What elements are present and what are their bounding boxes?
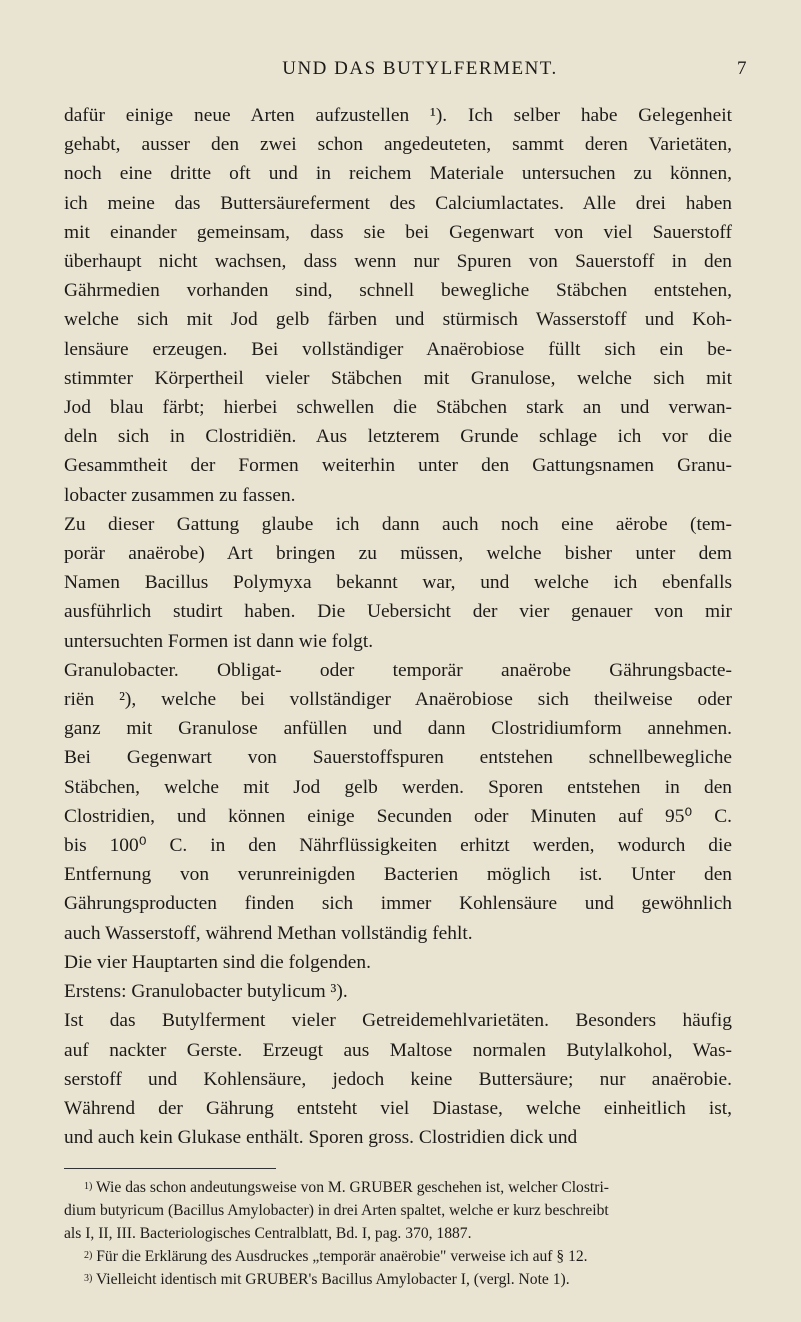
- text-line: Gährmedien vorhanden sind, schnell bewegliche Stäbchen entstehen,: [64, 280, 732, 302]
- footnote-line: [64, 1199, 732, 1222]
- text-line: Gährungsproducten finden sich immer Kohlensäure und gewöhnlich: [64, 893, 732, 915]
- paragraph: [64, 948, 732, 977]
- paragraph: [64, 977, 732, 1006]
- page-number: 7: [737, 58, 747, 79]
- text-line: Zu dieser Gattung glaube ich dann auch noch eine aërobe (tem-: [64, 513, 732, 535]
- footnote-text: Für die Erklärung des Ausdruckes „temporär anaërobie" verweise ich auf § 12.: [96, 1248, 588, 1265]
- text-line: überhaupt nicht wachsen, dass wenn nur Spuren von Sauerstoff in den: [64, 251, 732, 273]
- text-line: Namen Bacillus Polymyxa bekannt war, und welche ich ebenfalls: [64, 572, 732, 594]
- paragraph: [64, 510, 732, 656]
- footnote-text: als I, II, III. Bacteriologisches Centralblatt, Bd. I, pag. 370, 1887.: [64, 1225, 472, 1242]
- text-line: serstoff und Kohlensäure, jedoch keine Buttersäure; nur anaërobie.: [64, 1068, 732, 1090]
- text-line: Entfernung von verunreinigden Bacterien möglich ist. Unter den: [64, 864, 732, 886]
- text-line: Die vier Hauptarten sind die folgenden.: [64, 951, 371, 973]
- footnotes: [64, 1176, 732, 1291]
- footnote-line: [64, 1176, 732, 1199]
- text-line: welche sich mit Jod gelb färben und stürmisch Wasserstoff und Koh-: [64, 309, 732, 331]
- text-line: ganz mit Granulose anfüllen und dann Clostridiumform annehmen.: [64, 718, 732, 740]
- text-line: Clostridien, und können einige Secunden oder Minuten auf 95⁰ C.: [64, 805, 732, 827]
- footnote-text: dium butyricum (Bacillus Amylobacter) in drei Arten spaltet, welche er kurz beschreibt: [64, 1202, 609, 1219]
- text-line: dafür einige neue Arten aufzustellen ¹). Ich selber habe Gelegenheit: [64, 105, 732, 126]
- paragraph: [64, 656, 732, 948]
- text-line: Granulobacter. Obligat- oder temporär anaërobe Gährungsbacte-: [64, 659, 732, 681]
- text-line: auch Wasserstoff, während Methan vollständig fehlt.: [64, 922, 473, 944]
- text-line: Gesammtheit der Formen weiterhin unter den Gattungsnamen Granu-: [64, 455, 732, 477]
- text-line: Stäbchen, welche mit Jod gelb werden. Sporen entstehen in den: [64, 776, 732, 798]
- text-line: gehabt, ausser den zwei schon angedeuteten, sammt deren Varietäten,: [64, 134, 732, 156]
- footnote-mark: 2): [84, 1250, 93, 1261]
- text-line: Ist das Butylferment vieler Getreidemehlvarietäten. Besonders häufig: [64, 1010, 732, 1032]
- footnote-rule: [64, 1168, 276, 1169]
- text-line: noch eine dritte oft und in reichem Materiale untersuchen zu können,: [64, 163, 732, 185]
- footnote-text: Wie das schon andeutungsweise von M. GRUBER geschehen ist, welcher Clostri-: [95, 1179, 609, 1196]
- footnote-line: [64, 1268, 732, 1291]
- text-line: ich meine das Buttersäureferment des Calciumlactates. Alle drei haben: [64, 192, 732, 214]
- body-text: [64, 101, 732, 1152]
- page-header: [0, 58, 801, 98]
- text-line: ausführlich studirt haben. Die Uebersicht der vier genauer von mir: [64, 601, 732, 623]
- text-line: lensäure erzeugen. Bei vollständiger Anaërobiose füllt sich ein be-: [64, 338, 732, 360]
- footnote-mark: 1): [84, 1181, 93, 1192]
- text-line: Jod blau färbt; hierbei schwellen die Stäbchen stark an und verwan-: [64, 397, 732, 419]
- footnote-line: [64, 1222, 732, 1245]
- text-line: Bei Gegenwart von Sauerstoffspuren entstehen schnellbewegliche: [64, 747, 732, 769]
- text-line: deln sich in Clostridiën. Aus letzterem Grunde schlage ich vor die: [64, 426, 732, 448]
- text-line: lobacter zusammen zu fassen.: [64, 484, 296, 506]
- paragraph: [64, 1006, 732, 1152]
- text-line: Während der Gährung entsteht viel Diastase, welche einheitlich ist,: [64, 1097, 732, 1119]
- footnote-line: [64, 1245, 732, 1268]
- text-line: riën ²), welche bei vollständiger Anaërobiose sich theilweise oder: [64, 689, 732, 711]
- text-line: porär anaërobe) Art bringen zu müssen, welche bisher unter dem: [64, 543, 732, 565]
- text-line: mit einander gemeinsam, dass sie bei Gegenwart von viel Sauerstoff: [64, 221, 732, 243]
- footnote-text: Vielleicht identisch mit GRUBER's Bacillus Amylobacter I, (vergl. Note 1).: [95, 1271, 570, 1288]
- footnote-mark: 3): [84, 1273, 93, 1284]
- text-line: auf nackter Gerste. Erzeugt aus Maltose normalen Butylalkohol, Was-: [64, 1039, 732, 1061]
- text-line: und auch kein Glukase enthält. Sporen gross. Clostridien dick und: [64, 1127, 578, 1149]
- running-head: UND DAS BUTYLFERMENT.: [282, 58, 558, 79]
- text-line: bis 100⁰ C. in den Nährflüssigkeiten erhitzt werden, wodurch die: [64, 835, 732, 857]
- paragraph: [64, 101, 732, 510]
- text-line: untersuchten Formen ist dann wie folgt.: [64, 630, 374, 652]
- text-line: Erstens: Granulobacter butylicum ³).: [64, 981, 348, 1003]
- text-line: stimmter Körpertheil vieler Stäbchen mit Granulose, welche sich mit: [64, 367, 732, 389]
